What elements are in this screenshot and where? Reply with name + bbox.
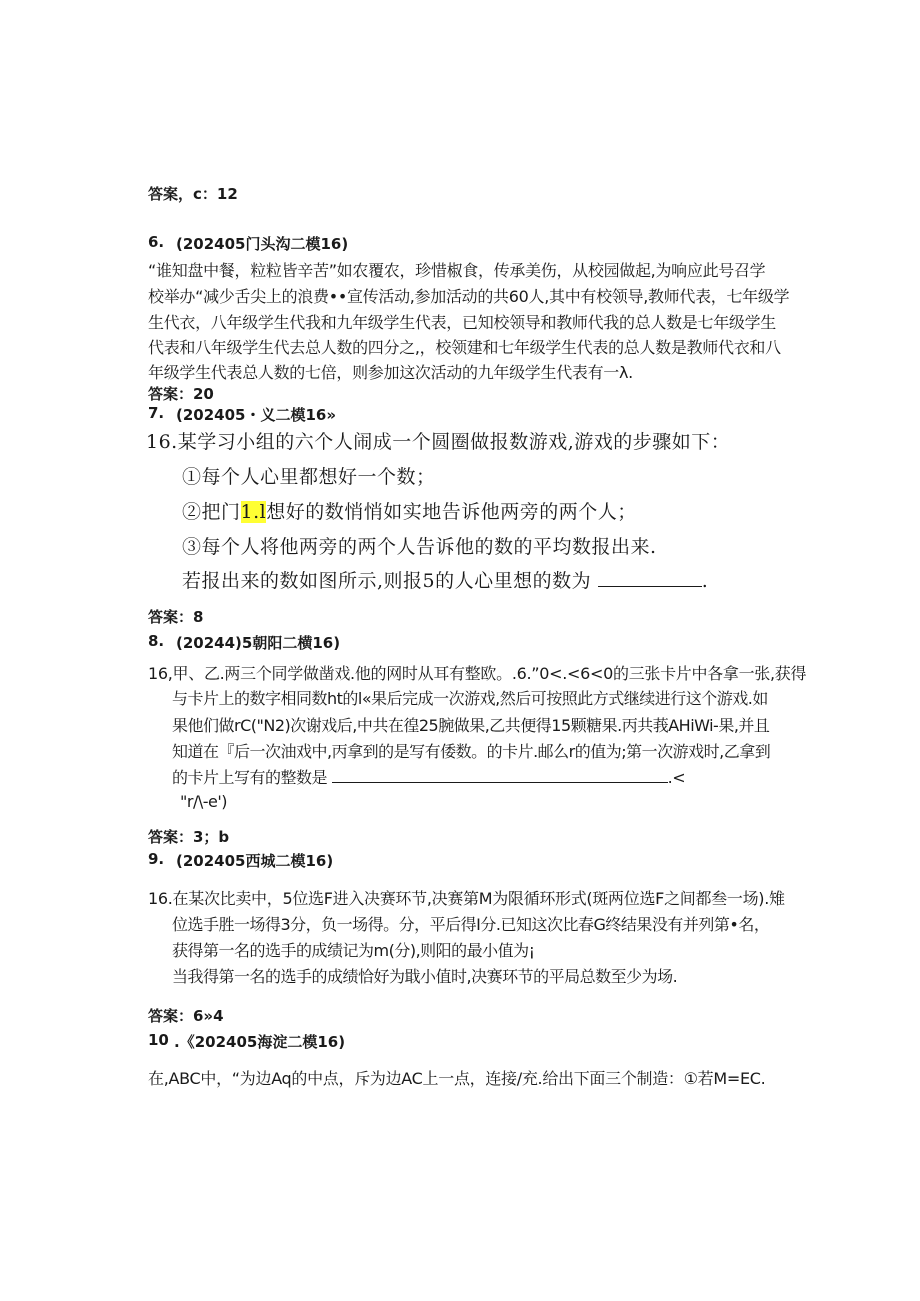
- question-6-line-3: 生代衣，八年级学生代我和九年级学生代表，已知校领导和教师代我的总人数是七年级学生: [148, 313, 777, 332]
- question-number: 7.: [148, 404, 165, 422]
- question-8-header: [148, 632, 748, 652]
- question-7-line-1: 16.某学习小组的六个人闹成一个圆圈做报数游戏,游戏的步骤如下：: [146, 431, 731, 453]
- question-9-line-1: 16.在某次比卖中，5位选F进入决赛环节,决赛第M为限循环形式(斑两位选F之间都叁一场).雉: [148, 889, 785, 908]
- answer-7: 答案：8: [148, 608, 204, 626]
- question-source: (20244)5朝阳二横16): [176, 634, 341, 652]
- step-2-text-a: ②把门: [182, 501, 241, 523]
- step-2-text-b: 想好的数悄悄如实地告诉他两旁的两个人；: [266, 501, 637, 523]
- question-7-line-5: [182, 566, 708, 593]
- question-8-line-6: "r/\-e'): [180, 792, 227, 811]
- question-number: 8.: [148, 632, 165, 650]
- question-source: (202405门头沟二模16): [176, 235, 349, 253]
- answer-blank: [332, 782, 668, 783]
- question-10-line-1: 在,ABC中，“为边Aq的中点，斥为边AC上一点，连接/充.给出下面三个制造：①若M=EC.: [148, 1069, 766, 1088]
- question-10-header: [148, 1031, 748, 1051]
- answer-6: 答案：20: [148, 385, 214, 403]
- question-number: 10: [148, 1031, 169, 1049]
- question-7-step-2: [182, 497, 637, 524]
- question-source: (202405・义二模16»: [176, 406, 337, 424]
- answer-5: 答案，c：12: [148, 185, 238, 203]
- question-9-line-3: 获得第一名的选手的成绩记为m(分),则阳的最小值为¡: [172, 941, 535, 960]
- question-7-step-1: ①每个人心里都想好一个数；: [182, 466, 436, 488]
- question-8-line-5: [172, 765, 685, 788]
- question-number: 9.: [148, 850, 165, 868]
- question-source: .《202405海淀二模16): [174, 1033, 346, 1051]
- question-8-line-1: 16,甲、乙.两三个同学做凿戏.他的网时从耳有整欧。.6.”0<.<6<0的三张卡片中各拿一张,获得: [148, 664, 807, 683]
- question-6-line-2: 校举办“减少舌尖上的浪费••宣传活动,参加活动的共60人,其中有校领导,教师代表，七年级学: [148, 287, 790, 306]
- question-8-prompt: 的卡片上写有的整数是: [172, 768, 328, 787]
- question-9-header: [148, 850, 748, 870]
- question-8-line-4: 知道在『后一次油戏中,丙拿到的是写有倭数。的卡片.邮么r的值为;第一次游戏时,乙拿到: [172, 742, 771, 761]
- answer-blank: [598, 586, 702, 587]
- question-6-line-5: 年级学生代表总人数的七倍，则参加这次活动的九年级学生代表有一λ.: [148, 363, 633, 382]
- question-8-end: .<: [667, 768, 686, 787]
- question-9-line-4: 当我得第一名的选手的成绩恰好为戢小值时,决赛环节的平局总数至少为场.: [172, 967, 678, 986]
- question-source: (202405西城二模16): [176, 852, 334, 870]
- answer-8: 答案：3；b: [148, 828, 230, 846]
- question-8-line-3: 果他们做rC("N2)次谢戏后,中共在徨25腕做果,乙共便得15颗糖果.丙共莪AHiWi-果,并且: [172, 716, 770, 735]
- question-7-end: .: [701, 570, 709, 592]
- question-8-line-2: 与卡片上的数字相同数ht的l«果后完成一次游戏,然后可按照此方式继续进行这个游戏.如: [172, 689, 768, 708]
- question-number: 6.: [148, 233, 165, 251]
- question-6-line-4: 代表和八年级学生代去总人数的四分之,，校领建和七年级学生代表的总人数是教师代衣和八: [148, 338, 781, 357]
- answer-9: 答案：6»4: [148, 1007, 224, 1025]
- question-7-step-3: ③每个人将他两旁的两个人告诉他的数的平均数报出来.: [182, 536, 657, 558]
- question-7-header: [148, 404, 748, 424]
- question-6-header: [148, 233, 748, 253]
- question-9-line-2: 位选手胜一场得3分，负一场得。分，平后得I分.已知这次比春G终结果没有并列第•名，: [172, 915, 770, 934]
- highlighted-text: 1.l: [240, 501, 267, 523]
- question-7-prompt: 若报出来的数如图所示,则报5的人心里想的数为: [182, 570, 592, 592]
- question-6-line-1: “谁知盘中餐，粒粒皆辛苦”如农覆农，珍惜椒食，传承美伤，从校园做起,为响应此号召学: [148, 261, 766, 280]
